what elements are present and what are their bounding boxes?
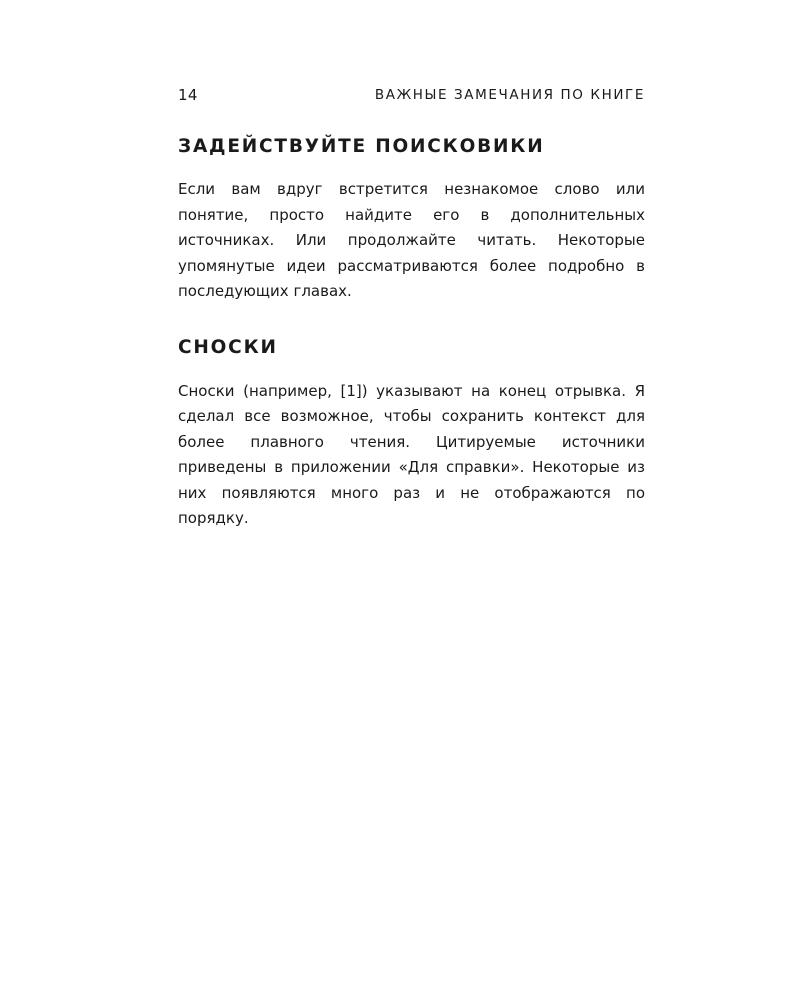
page-content [178, 134, 645, 532]
section-paragraph: Сноски (например, [1]) указывают на конец отрывка. Я сделал все возможное, чтобы сохранить контекст для более плавного чтения. Цитируемые источники приведены в приложении «Для справки». Некоторые из них появляются много раз и не отображаются по порядку. [178, 381, 645, 527]
section-paragraph: Если вам вдруг встретится незнакомое слово или понятие, просто найдите его в дополнительных источниках. Или продолжайте читать. Некоторые упомянутые идеи рассматриваются более подробно в последующих главах. [178, 180, 645, 300]
running-head: ВАЖНЫЕ ЗАМЕЧАНИЯ ПО КНИГЕ [374, 87, 645, 103]
page-number: 14 [178, 86, 198, 104]
section-heading: ЗАДЕЙСТВУЙТЕ ПОИСКОВИКИ [178, 136, 545, 157]
section-heading: СНОСКИ [178, 336, 278, 358]
